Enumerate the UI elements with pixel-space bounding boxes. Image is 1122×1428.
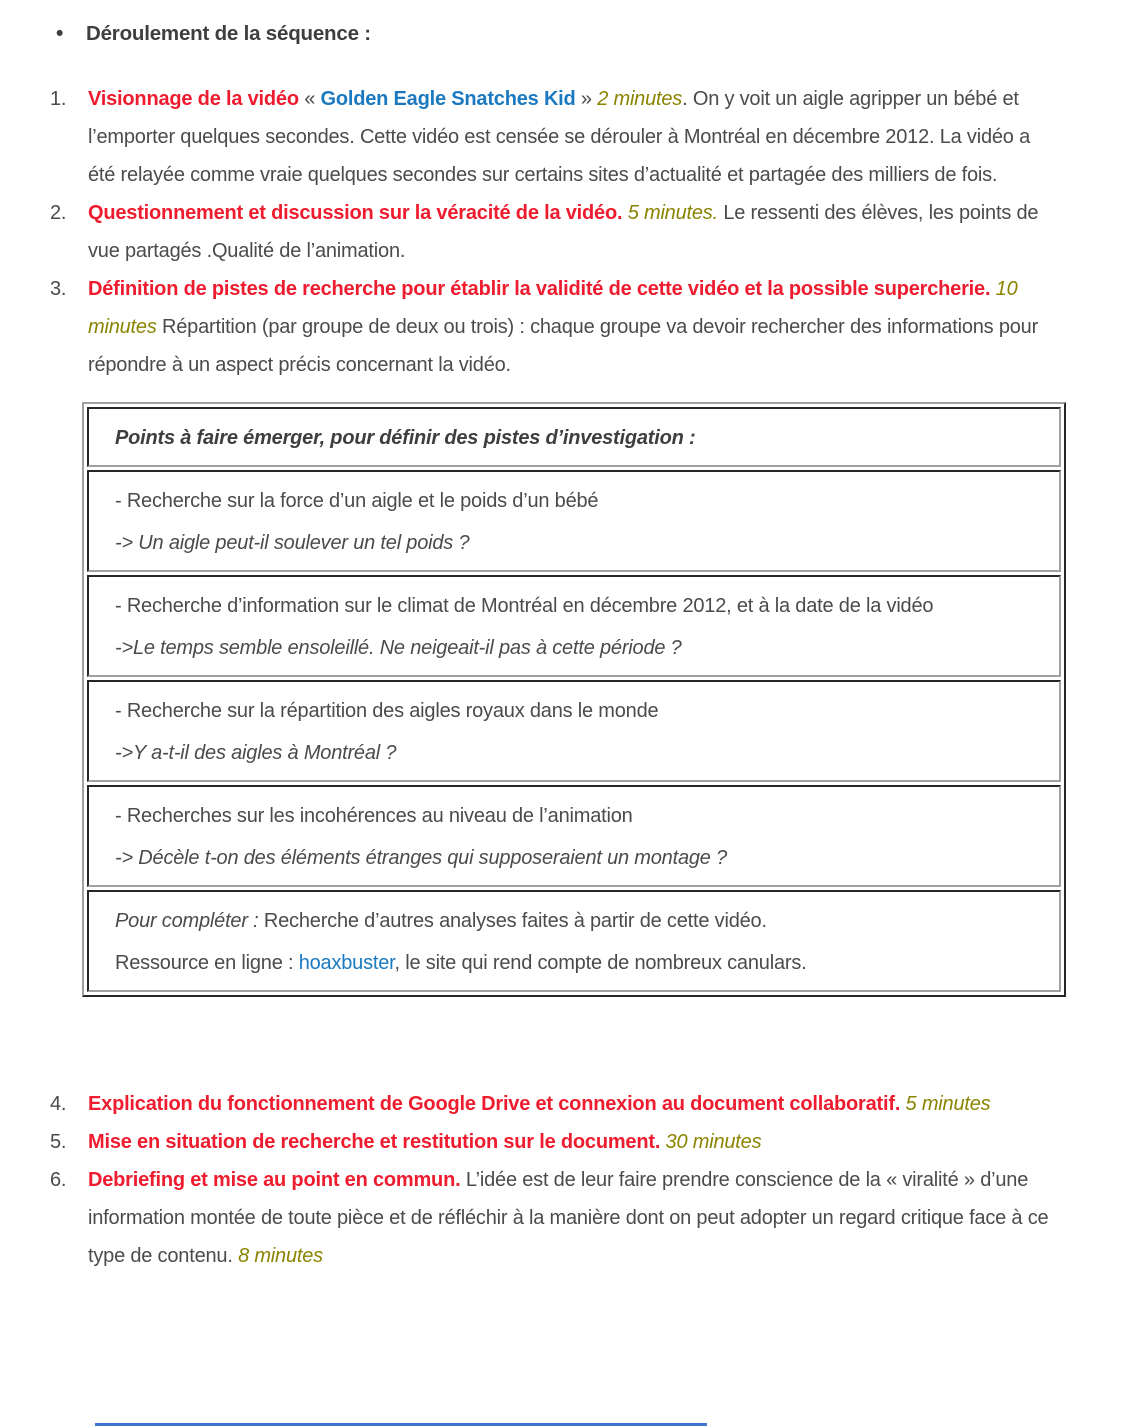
item-content [88, 270, 1062, 384]
item5-title: Mise en situation de recherche et restitution sur le document. [88, 1131, 666, 1153]
item2-title: Questionnement et discussion sur la véracité de la vidéo. [88, 202, 623, 224]
section-heading: Déroulement de la séquence : [86, 22, 371, 45]
item3-duration: 10 minutes [88, 278, 1018, 338]
complement-line1 [115, 900, 1033, 942]
clipped-blue-element [95, 1423, 707, 1426]
item2-duration: 5 minutes. [622, 202, 718, 224]
item1-duration: 2 minutes [597, 88, 683, 110]
table-row-climat [87, 575, 1061, 677]
video-title-link[interactable]: Golden Eagle Snatches Kid [320, 88, 576, 110]
question-line: -> Un aigle peut-il soulever un tel poids ? [115, 532, 470, 554]
table-row-repartition [87, 680, 1061, 782]
sequence-item-6 [50, 1161, 1066, 1275]
sequence-item-1 [50, 80, 1066, 194]
sequence-list-part2 [50, 1085, 1066, 1275]
sequence-item-2 [50, 194, 1066, 270]
complement-text: Recherche d’autres analyses faites à partir de cette vidéo. [263, 910, 767, 932]
complement-lead: Pour compléter : [115, 910, 264, 932]
question-line: ->Le temps semble ensoleillé. Ne neigeait-il pas à cette période ? [115, 637, 682, 659]
item-content [88, 1161, 1062, 1275]
item4-title: Explication du fonctionnement de Google Drive et connexion au document collaboratif. [88, 1093, 906, 1115]
sequence-list-part1 [50, 80, 1066, 384]
item-number: 4. [50, 1093, 67, 1115]
sequence-item-4 [50, 1085, 1066, 1123]
bullet-marker: • [56, 22, 64, 45]
item3-title: Définition de pistes de recherche pour établir la validité de cette vidéo et la possible supercherie. [88, 278, 996, 300]
item-content [88, 1085, 1062, 1123]
open-guillemet: « [298, 88, 321, 110]
sequence-item-5 [50, 1123, 1066, 1161]
item-content [88, 80, 1062, 194]
item-number: 5. [50, 1131, 67, 1153]
table-row-incoherences [87, 785, 1061, 887]
complement-line2 [115, 942, 1033, 984]
question-line: ->Y a-t-il des aigles à Montréal ? [115, 742, 397, 764]
section-heading-row [56, 22, 1066, 46]
table-row-complement [87, 890, 1061, 992]
table-header-cell: Points à faire émerger, pour définir des pistes d’investigation : [87, 407, 1061, 467]
item3-description: Répartition (par groupe de deux ou trois) : chaque groupe va devoir rechercher des informations pour répondre à un aspect précis concernant la vidéo. [88, 316, 1039, 376]
item-number: 6. [50, 1169, 67, 1191]
item6-duration: 8 minutes [238, 1245, 323, 1267]
question-line: -> Décèle t-on des éléments étranges qui supposeraient un montage ? [115, 847, 727, 869]
close-guillemet: » [575, 88, 598, 110]
item-content [88, 1123, 1062, 1161]
research-line: - Recherche sur la répartition des aigles royaux dans le monde [115, 700, 659, 722]
item2-description: Le ressenti des élèves, les points de vue partagés .Qualité de l’animation. [88, 202, 1039, 262]
item-number: 1. [50, 88, 67, 110]
item6-title: Debriefing et mise au point en commun. [88, 1169, 466, 1191]
resource-label: Ressource en ligne : [115, 952, 299, 974]
item5-duration: 30 minutes [665, 1131, 762, 1153]
item6-description: L’idée est de leur faire prendre conscience de la « viralité » d’une information montée de toute pièce et de réfléchir à la manière dont on peut adopter un regard critique face à ce type de contenu. [88, 1169, 1049, 1267]
item1-description: . On y voit un aigle agripper un bébé et l’emporter quelques secondes. Cette vidéo est censée se dérouler à Montréal en décembre 2012. La vidéo a été relayée comme vraie quelques secondes sur certains sites d’actualité et partagée des milliers de fois. [88, 88, 1031, 186]
item4-duration: 5 minutes [905, 1093, 991, 1115]
item-content [88, 194, 1062, 270]
item-number: 3. [50, 278, 67, 300]
sequence-item-3 [50, 270, 1066, 384]
table-row-force-aigle [87, 470, 1061, 572]
research-line: - Recherche d’information sur le climat de Montréal en décembre 2012, et à la date de la vidéo [115, 595, 934, 617]
hoaxbuster-link[interactable]: hoaxbuster [298, 952, 395, 974]
research-line: - Recherche sur la force d’un aigle et le poids d’un bébé [115, 490, 599, 512]
item-number: 2. [50, 202, 67, 224]
resource-suffix: , le site qui rend compte de nombreux canulars. [394, 952, 807, 974]
item1-title: Visionnage de la vidéo [88, 88, 299, 110]
investigation-table [82, 402, 1066, 997]
research-line: - Recherches sur les incohérences au niveau de l’animation [115, 805, 633, 827]
